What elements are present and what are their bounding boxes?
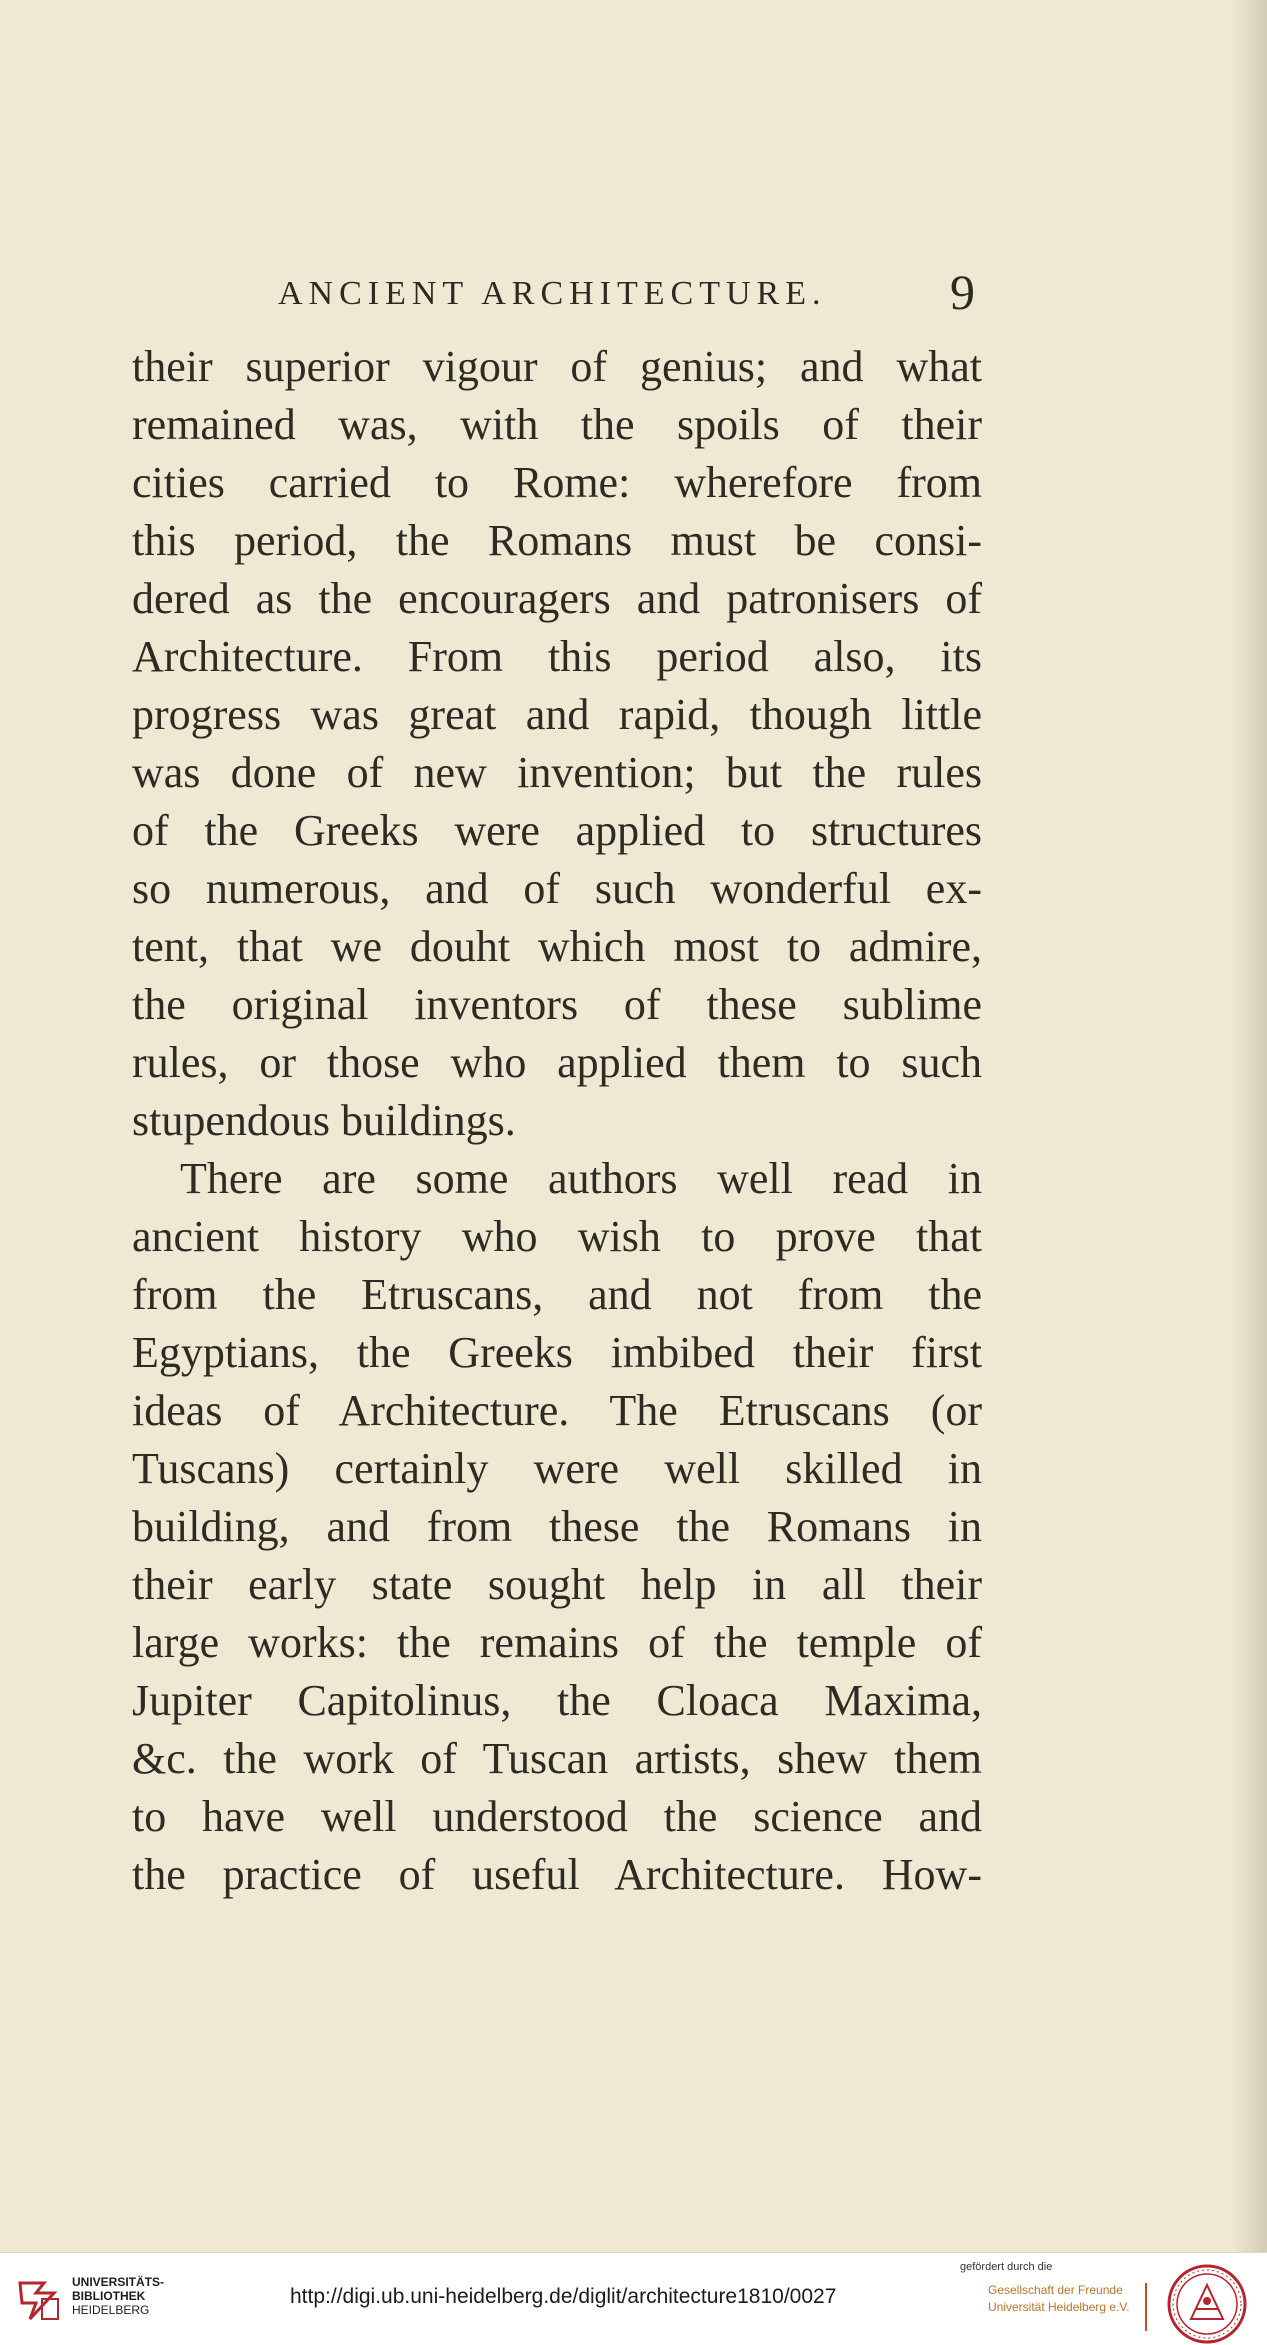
sponsor-name-line: Gesellschaft der Freunde: [988, 2283, 1123, 2297]
text-line: the practice of useful Architecture. How-: [132, 1850, 982, 1899]
library-name-line: BIBLIOTHEK: [72, 2289, 146, 2303]
text-line: remained was, with the spoils of their: [132, 400, 982, 449]
text-line: was done of new invention; but the rules: [132, 748, 982, 797]
text-line: Egyptians, the Greeks imbibed their first: [132, 1328, 982, 1377]
text-line: cities carried to Rome: wherefore from: [132, 458, 982, 507]
text-line: their early state sought help in all their: [132, 1560, 982, 1609]
page-edge-shadow: [1231, 0, 1267, 2252]
sponsor-label: gefördert durch die: [960, 2261, 1053, 2273]
text-line: Architecture. From this period also, its: [132, 632, 982, 681]
university-seal-icon: [1166, 2263, 1248, 2345]
text-line: &c. the work of Tuscan artists, shew them: [132, 1734, 982, 1783]
page-header: [278, 265, 1038, 325]
text-line: from the Etruscans, and not from the: [132, 1270, 982, 1319]
sponsor-name-line: Universität Heidelberg e.V.: [988, 2300, 1130, 2314]
body-text: [132, 338, 982, 1904]
text-line: this period, the Romans must be consi-: [132, 516, 982, 565]
sponsor-divider: [1145, 2283, 1147, 2331]
page-number: 9: [950, 264, 975, 320]
text-line: ancient history who wish to prove that: [132, 1212, 982, 1261]
digitization-footer: [0, 2252, 1267, 2345]
text-line: rules, or those who applied them to such: [132, 1038, 982, 1087]
text-line: There are some authors well read in: [180, 1154, 982, 1203]
running-head: ANCIENT ARCHITECTURE.: [278, 275, 827, 312]
library-logo-icon: [14, 2275, 64, 2325]
text-line: Jupiter Capitolinus, the Cloaca Maxima,: [132, 1676, 982, 1725]
text-line: stupendous buildings.: [132, 1096, 516, 1145]
text-line: large works: the remains of the temple of: [132, 1618, 982, 1667]
text-line: Tuscans) certainly were well skilled in: [132, 1444, 982, 1493]
library-name-line: HEIDELBERG: [72, 2303, 150, 2317]
text-line: dered as the encouragers and patronisers of: [132, 574, 982, 623]
text-line: the original inventors of these sublime: [132, 980, 982, 1029]
text-line: so numerous, and of such wonderful ex-: [132, 864, 982, 913]
text-line: progress was great and rapid, though little: [132, 690, 982, 739]
text-line: ideas of Architecture. The Etruscans (or: [132, 1386, 982, 1435]
text-line: to have well understood the science and: [132, 1792, 982, 1841]
permalink-url[interactable]: http://digi.ub.uni-heidelberg.de/diglit/architecture1810/0027: [290, 2285, 837, 2308]
text-line: of the Greeks were applied to structures: [132, 806, 982, 855]
library-name-line: UNIVERSITÄTS-: [72, 2275, 165, 2289]
text-line: tent, that we douht which most to admire,: [132, 922, 982, 971]
library-name: [72, 2275, 164, 2317]
text-line: their superior vigour of genius; and what: [132, 342, 982, 391]
text-line: building, and from these the Romans in: [132, 1502, 982, 1551]
